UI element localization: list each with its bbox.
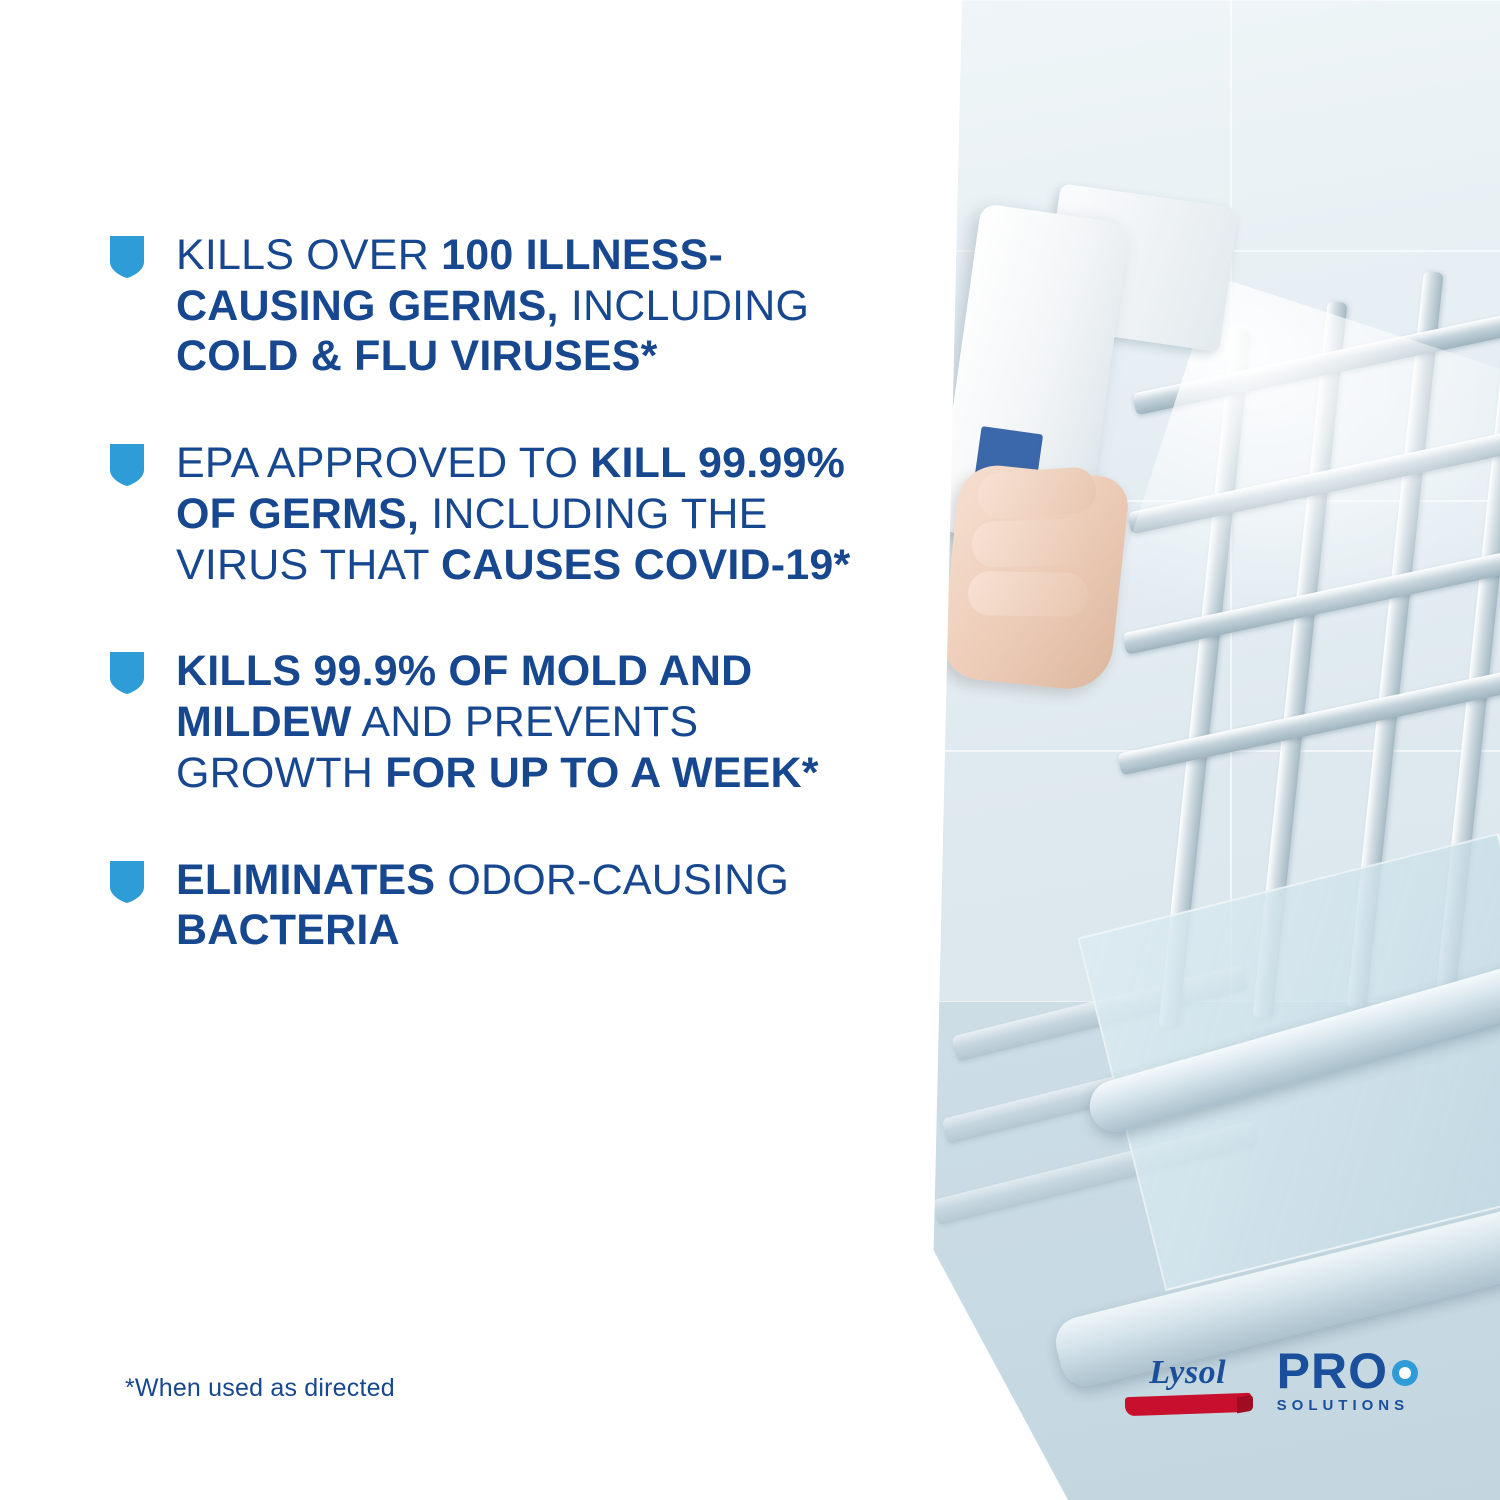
pro-text: PRO (1276, 1342, 1388, 1399)
pro-solutions-logo (1276, 1342, 1422, 1415)
footnote: *When used as directed (125, 1374, 395, 1402)
finger (977, 466, 1098, 520)
brand-lockup (1125, 1342, 1422, 1415)
wall-tile (1230, 0, 1500, 252)
benefit-text-3: KILLS 99.9% OF MOLD AND MILDEW AND PREVENTS GROWTH FOR UP TO A WEEK* (176, 647, 819, 797)
lysol-ribbon (1125, 1393, 1251, 1416)
pro-dot-icon (1392, 1360, 1418, 1386)
shield-icon (110, 652, 144, 694)
list-item (110, 646, 870, 798)
shield-icon (110, 861, 144, 903)
shield-icon (110, 236, 144, 278)
benefit-text-2: EPA APPROVED TO KILL 99.99% OF GERMS, INCLUDING THE VIRUS THAT CAUSES COVID-19* (176, 439, 851, 589)
finger (968, 571, 1089, 617)
benefits-list (110, 230, 870, 956)
product-photo (930, 0, 1500, 1500)
benefit-text-1: KILLS OVER 100 ILLNESS-CAUSING GERMS, INCLUDING COLD & FLU VIRUSES* (176, 231, 810, 381)
lysol-ribbon-tail (1237, 1395, 1253, 1414)
list-item (110, 438, 870, 590)
lysol-logo (1125, 1352, 1251, 1414)
lysol-wordmark: Lysol (1149, 1354, 1227, 1391)
benefit-text-4: ELIMINATES ODOR-CAUSING BACTERIA (176, 855, 789, 955)
shield-icon (110, 444, 144, 486)
finger (971, 518, 1097, 568)
list-item (110, 230, 870, 382)
pro-wordmark (1276, 1342, 1418, 1399)
solutions-wordmark: SOLUTIONS (1276, 1397, 1410, 1414)
list-item (110, 855, 870, 956)
